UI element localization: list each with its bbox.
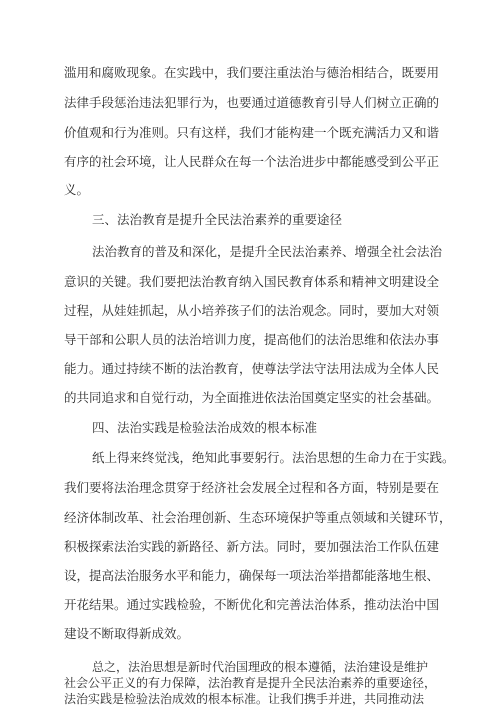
paragraph-line: 的共同追求和自觉行动，为全面推进依法治国奠定坚实的社会基础。 xyxy=(64,390,440,405)
paragraph-line: 滥用和腐败现象。在实践中，我们要注重法治与德治相结合，既要用 xyxy=(64,65,440,80)
paragraph-line: 总之，法治思想是新时代治国理政的根本遵循，法治建设是维护 xyxy=(92,660,429,674)
paragraph-line: 有序的社会环境，让人民群众在每一个法治进步中都能感受到公平正 xyxy=(64,154,440,169)
paragraph-line: 设，提高法治服务水平和能力，确保每一项法治举措都能落地生根、 xyxy=(64,568,440,583)
paragraph-line: 法治实践是检验法治成效的根本标准。让我们携手并进，共同推动法 xyxy=(64,692,425,706)
paragraph-line: 导干部和公职人员的法治培训力度，提高他们的法治思维和依法办事 xyxy=(64,332,440,347)
paragraph-line: 经济体制改革、社会治理创新、生态环境保护等重点领域和关键环节， xyxy=(64,510,452,525)
paragraph-line: 我们要将法治理念贯穿于经济社会发展全过程和各方面，特别是要在 xyxy=(64,480,440,495)
paragraph-line: 过程，从娃娃抓起，从小培养孩子们的法治观念。同时，要加大对领 xyxy=(64,303,440,318)
paragraph-line: 社会公平正义的有力保障，法治教育是提升全民法治素养的重要途径， xyxy=(64,676,437,690)
paragraph-line: 能力。通过持续不断的法治教育，使尊法学法守法用法成为全体人民 xyxy=(64,361,440,376)
paragraph-line: 纸上得来终觉浅，绝知此事要躬行。法治思想的生命力在于实践。 xyxy=(92,450,455,465)
paragraph-line: 法治教育的普及和深化，是提升全民法治素养、增强全社会法治 xyxy=(92,244,443,259)
paragraph-line: 义。 xyxy=(64,182,90,197)
section-heading: 四、法治实践是检验法治成效的根本标准 xyxy=(92,420,318,435)
paragraph-line: 意识的关键。我们要把法治教育纳入国民教育体系和精神文明建设全 xyxy=(64,274,440,289)
section-heading: 三、法治教育是提升全民法治素养的重要途径 xyxy=(92,212,343,227)
paragraph-line: 建设不断取得新成效。 xyxy=(64,626,190,641)
paragraph-line: 开花结果。通过实践检验，不断优化和完善法治体系，推动法治中国 xyxy=(64,597,440,612)
paragraph-line: 积极探索法治实践的新路径、新方法。同时，要加强法治工作队伍建 xyxy=(64,539,440,554)
paragraph-line: 法律手段惩治违法犯罪行为，也要通过道德教育引导人们树立正确的 xyxy=(64,95,440,110)
paragraph-line: 价值观和行为准则。只有这样，我们才能构建一个既充满活力又和谐 xyxy=(64,125,440,140)
